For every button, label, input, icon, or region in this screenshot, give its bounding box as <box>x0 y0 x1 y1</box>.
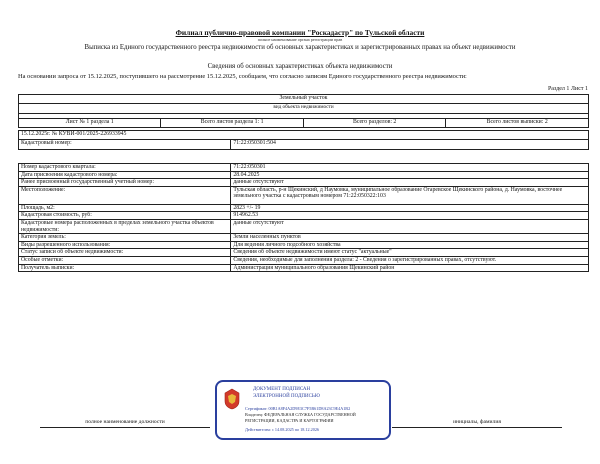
row-value: 28.04.2025 <box>231 171 589 179</box>
table-row <box>19 204 589 212</box>
row-label: Виды разрешенного использования: <box>19 241 231 249</box>
stamp-certificate: Сертификат: 00B1A8F4A2D9E3C7F5B61D8A23C9E4A1B2 <box>245 406 351 411</box>
row-label: Получатель выписки: <box>19 264 231 272</box>
object-type: Земельный участок <box>19 95 589 104</box>
stamp-title-2: ЭЛЕКТРОННОЙ ПОДПИСЬЮ <box>253 394 320 399</box>
row-value: Тульская область, р-н Щекинский, д Наумовка, муниципальное образование Огаревское Щекинского района, д. Наумовка, восточнее земельного участка с кадастровым номером 71:22:050322:103 <box>231 186 589 204</box>
table-row <box>19 264 589 272</box>
table-row <box>19 234 589 242</box>
emblem-icon <box>223 388 241 410</box>
electronic-signature-stamp <box>215 380 391 440</box>
row-label: Ранее присвоенный государственный учетный номер: <box>19 179 231 187</box>
row-label: Категория земель: <box>19 234 231 242</box>
total-sheets-section: Всего листов раздела 1: 1 <box>161 118 303 127</box>
stamp-owner-2: РЕГИСТРАЦИИ, КАДАСТРА И КАРТОГРАФИИ <box>245 418 334 423</box>
date-table <box>18 130 589 150</box>
table-row <box>19 249 589 257</box>
row-value: данные отсутствуют <box>231 219 589 233</box>
position-caption: полное наименование должности <box>40 419 210 428</box>
table-row <box>19 164 589 172</box>
row-label: Статус записи об объекте недвижимости: <box>19 249 231 257</box>
name-caption: инициалы, фамилия <box>392 419 562 428</box>
object-type-table <box>18 94 589 128</box>
row-label: Дата присвоения кадастрового номера: <box>19 171 231 179</box>
total-sections: Всего разделов: 2 <box>303 118 446 127</box>
cad-number: 71:22:050301:504 <box>231 140 589 149</box>
section-label: Раздел 1 Лист 1 <box>547 86 588 92</box>
row-value: 71:22:050301 <box>231 164 589 172</box>
row-value: Для ведения личного подсобного хозяйства <box>231 241 589 249</box>
stamp-owner-1: Владелец: ФЕДЕРАЛЬНАЯ СЛУЖБА ГОСУДАРСТВЕННОЙ <box>245 412 356 417</box>
table-row <box>19 241 589 249</box>
characteristics-table <box>18 163 589 272</box>
row-value: Сведения об объекте недвижимости имеют статус "актуальные" <box>231 249 589 257</box>
row-label: Площадь, м2: <box>19 204 231 212</box>
row-label: Номер кадастрового квартала: <box>19 164 231 172</box>
table-row <box>19 171 589 179</box>
row-value: данные отсутствуют <box>231 179 589 187</box>
table-row <box>19 256 589 264</box>
table-row <box>19 212 589 220</box>
cad-number-label: Кадастровый номер: <box>19 140 231 149</box>
stamp-valid: Действителен: с 14.08.2025 по 18.12.2026 <box>245 427 320 432</box>
table-row <box>19 186 589 204</box>
table-row <box>19 219 589 233</box>
row-label: Кадастровая стоимость, руб: <box>19 212 231 220</box>
row-label: Кадастровые номера расположенных в пределах земельного участка объектов недвижимости: <box>19 219 231 233</box>
table-row <box>19 179 589 187</box>
row-label: Особые отметки: <box>19 256 231 264</box>
object-type-caption: вид объекта недвижимости <box>19 104 589 113</box>
section-title: Сведения об основных характеристиках объекта недвижимости <box>207 63 393 70</box>
row-value: 914962.53 <box>231 212 589 220</box>
basis-text: На основании запроса от 15.12.2025, поступившего на рассмотрение 15.12.2025, сообщаем, что согласно записям Единого государственного реестра недвижимости: <box>18 73 467 80</box>
sheet-number: Лист № 1 раздела 1 <box>19 118 161 127</box>
organization-caption: полное наименование органа регистрации прав <box>257 37 343 42</box>
row-value: Земли населенных пунктов <box>231 234 589 242</box>
row-value: Администрация муниципального образования Щекинский район <box>231 264 589 272</box>
date-number: 15.12.2025г. № КУВИ-001/2025-226933945 <box>19 131 589 140</box>
row-label: Местоположение: <box>19 186 231 204</box>
organization-name: Филиал публично-правовой компании "Роскадастр" по Тульской области <box>175 28 425 37</box>
total-sheets: Всего листов выписки: 2 <box>446 118 589 127</box>
stamp-title-1: ДОКУМЕНТ ПОДПИСАН <box>253 387 311 392</box>
row-value: Сведения, необходимые для заполнения раздела: 2 - Сведения о зарегистрированных правах, отсутствуют. <box>231 256 589 264</box>
extract-title: Выписка из Единого государственного реестра недвижимости об основных характеристиках и зарегистрированных правах на объект недвижимости <box>84 44 516 51</box>
row-value: 2823 +/- 19 <box>231 204 589 212</box>
